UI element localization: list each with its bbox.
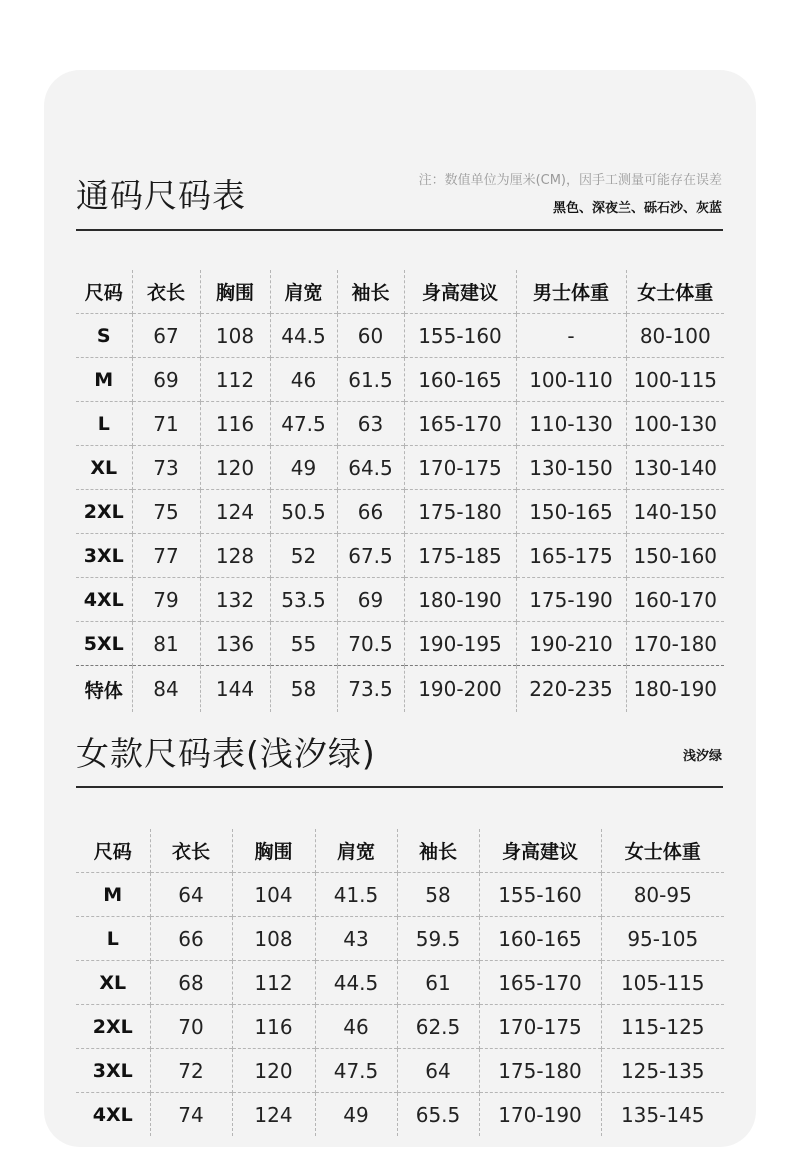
table-cell: 62.5 (397, 1005, 479, 1049)
header-cell: 男士体重 (516, 270, 626, 314)
table-cell: 100-115 (626, 358, 724, 402)
table-cell: 160-165 (404, 358, 516, 402)
table-cell: 68 (150, 961, 232, 1005)
table-row (76, 873, 724, 917)
table-cell: 175-180 (404, 490, 516, 534)
size-cell: XL (99, 971, 127, 994)
table-cell: 120 (232, 1049, 315, 1093)
table-cell: 64 (150, 873, 232, 917)
table-cell: 72 (150, 1049, 232, 1093)
table-cell: 124 (232, 1093, 315, 1137)
table-cell: 180-190 (404, 578, 516, 622)
table-cell: 59.5 (397, 917, 479, 961)
header-cell: 袖长 (337, 270, 404, 314)
table-row (76, 917, 724, 961)
table-cell: 105-115 (601, 961, 724, 1005)
table-cell: 50.5 (270, 490, 337, 534)
unisex-size-chart-title: 通码尺码表 (76, 176, 246, 215)
table-cell: 190-210 (516, 622, 626, 666)
table-cell: 70 (150, 1005, 232, 1049)
women-size-chart-title: 女款尺码表(浅汐绿) (76, 734, 376, 773)
size-cell: S (96, 324, 111, 347)
size-cell: 5XL (83, 632, 124, 655)
table-row (76, 1005, 724, 1049)
table-cell: 79 (132, 578, 200, 622)
table-cell: 115-125 (601, 1005, 724, 1049)
table-cell: 71 (132, 402, 200, 446)
table-cell: 100-110 (516, 358, 626, 402)
table-cell: 67 (132, 314, 200, 358)
header-cell: 女士体重 (601, 829, 724, 873)
table-cell: 190-200 (404, 666, 516, 713)
table-cell: - (516, 314, 626, 358)
table-cell: 73.5 (337, 666, 404, 713)
table-cell: 130-150 (516, 446, 626, 490)
table-cell: 170-190 (479, 1093, 601, 1137)
table-cell: 60 (337, 314, 404, 358)
table-row (76, 961, 724, 1005)
table-cell: 124 (200, 490, 270, 534)
header-cell: 肩宽 (315, 829, 397, 873)
table-cell: 49 (270, 446, 337, 490)
table-cell: 175-180 (479, 1049, 601, 1093)
size-cell: 3XL (83, 544, 124, 567)
table-row (76, 534, 724, 578)
table-cell: 175-185 (404, 534, 516, 578)
size-cell: L (106, 927, 119, 950)
size-cell: 特体 (84, 679, 123, 702)
table-cell: 49 (315, 1093, 397, 1137)
table-cell: 120 (200, 446, 270, 490)
table-header-row (76, 829, 724, 873)
table-cell: 64.5 (337, 446, 404, 490)
table-cell: 44.5 (315, 961, 397, 1005)
table-cell: 81 (132, 622, 200, 666)
women-size-table (76, 829, 724, 1136)
women-colors: 浅汐绿 (682, 749, 722, 764)
table-cell: 110-130 (516, 402, 626, 446)
table-cell: 80-95 (601, 873, 724, 917)
table-row (76, 1049, 724, 1093)
header-cell: 衣长 (150, 829, 232, 873)
table-row (76, 622, 724, 666)
header-cell: 身高建议 (404, 270, 516, 314)
table-cell: 220-235 (516, 666, 626, 713)
table-cell: 165-170 (479, 961, 601, 1005)
table-cell: 67.5 (337, 534, 404, 578)
table-cell: 47.5 (270, 402, 337, 446)
size-cell: M (103, 883, 123, 906)
size-cell: L (97, 412, 110, 435)
table-cell: 104 (232, 873, 315, 917)
table-cell: 160-170 (626, 578, 724, 622)
header-cell: 袖长 (397, 829, 479, 873)
table-cell: 170-180 (626, 622, 724, 666)
table-header-row (76, 270, 724, 314)
table-cell: 108 (200, 314, 270, 358)
unisex-colors: 黑色、深夜兰、砾石沙、灰蓝 (552, 201, 722, 216)
header-cell: 尺码 (84, 282, 123, 304)
header-cell: 身高建议 (479, 829, 601, 873)
size-cell: M (94, 368, 114, 391)
table-cell: 170-175 (479, 1005, 601, 1049)
size-cell: 3XL (92, 1059, 133, 1082)
table-cell: 46 (315, 1005, 397, 1049)
table-cell: 150-160 (626, 534, 724, 578)
table-row (76, 490, 724, 534)
table-cell: 52 (270, 534, 337, 578)
table-cell: 61 (397, 961, 479, 1005)
unisex-size-table (76, 270, 724, 712)
table-row (76, 402, 724, 446)
size-cell: 4XL (92, 1103, 133, 1126)
table-cell: 61.5 (337, 358, 404, 402)
table-cell: 75 (132, 490, 200, 534)
table-cell: 108 (232, 917, 315, 961)
table-cell: 165-170 (404, 402, 516, 446)
table-cell: 66 (337, 490, 404, 534)
table-cell: 170-175 (404, 446, 516, 490)
table-cell: 84 (132, 666, 200, 713)
table-cell: 130-140 (626, 446, 724, 490)
size-cell: 2XL (83, 500, 124, 523)
header-cell: 胸围 (232, 829, 315, 873)
table-cell: 64 (397, 1049, 479, 1093)
table-cell: 53.5 (270, 578, 337, 622)
table-cell: 41.5 (315, 873, 397, 917)
table-cell: 125-135 (601, 1049, 724, 1093)
table-cell: 112 (200, 358, 270, 402)
table-cell: 80-100 (626, 314, 724, 358)
measurement-note: 注：数值单位为厘米(CM)，因手工测量可能存在误差 (418, 173, 722, 188)
table-cell: 46 (270, 358, 337, 402)
table-cell: 69 (337, 578, 404, 622)
table-row (76, 1093, 724, 1137)
table-row (76, 358, 724, 402)
size-cell: XL (90, 456, 118, 479)
table-cell: 160-165 (479, 917, 601, 961)
table-cell: 69 (132, 358, 200, 402)
header-cell: 女士体重 (626, 270, 724, 314)
header-cell: 胸围 (200, 270, 270, 314)
table-cell: 55 (270, 622, 337, 666)
table-cell: 155-160 (479, 873, 601, 917)
table-cell: 165-175 (516, 534, 626, 578)
table-cell: 116 (200, 402, 270, 446)
table-cell: 44.5 (270, 314, 337, 358)
table-cell: 70.5 (337, 622, 404, 666)
table-cell: 132 (200, 578, 270, 622)
size-cell: 2XL (92, 1015, 133, 1038)
table-row (76, 446, 724, 490)
header-cell: 肩宽 (270, 270, 337, 314)
table-cell: 128 (200, 534, 270, 578)
table-cell: 73 (132, 446, 200, 490)
table-cell: 180-190 (626, 666, 724, 713)
table-cell: 58 (397, 873, 479, 917)
table-cell: 190-195 (404, 622, 516, 666)
table-cell: 58 (270, 666, 337, 713)
table-cell: 100-130 (626, 402, 724, 446)
size-cell: 4XL (83, 588, 124, 611)
table-row (76, 578, 724, 622)
table-cell: 95-105 (601, 917, 724, 961)
table-cell: 43 (315, 917, 397, 961)
table-cell: 136 (200, 622, 270, 666)
table-cell: 140-150 (626, 490, 724, 534)
table-row (76, 314, 724, 358)
table-cell: 77 (132, 534, 200, 578)
table-cell: 155-160 (404, 314, 516, 358)
table-cell: 144 (200, 666, 270, 713)
table-cell: 150-165 (516, 490, 626, 534)
section-divider (76, 786, 723, 788)
table-cell: 116 (232, 1005, 315, 1049)
table-cell: 175-190 (516, 578, 626, 622)
table-cell: 135-145 (601, 1093, 724, 1137)
table-cell: 74 (150, 1093, 232, 1137)
table-cell: 112 (232, 961, 315, 1005)
header-cell: 尺码 (93, 841, 132, 863)
table-row (76, 666, 724, 713)
table-cell: 63 (337, 402, 404, 446)
table-cell: 66 (150, 917, 232, 961)
table-cell: 47.5 (315, 1049, 397, 1093)
section-divider (76, 229, 723, 231)
header-cell: 衣长 (132, 270, 200, 314)
table-cell: 65.5 (397, 1093, 479, 1137)
